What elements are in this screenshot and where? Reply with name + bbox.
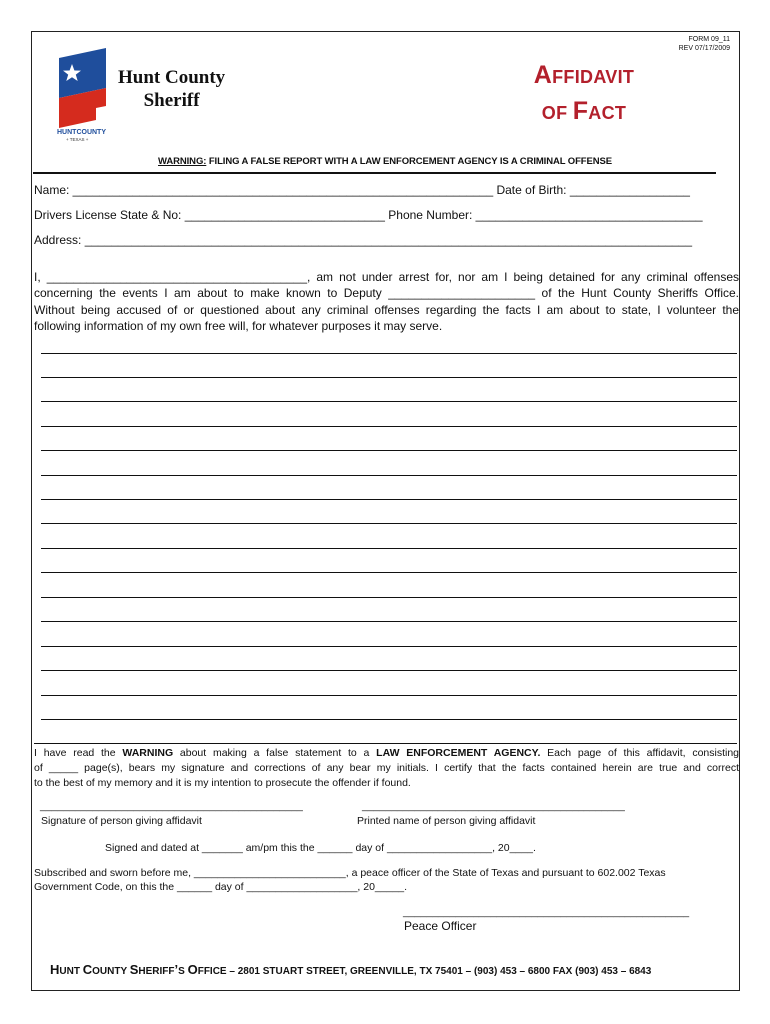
header-divider [33,172,716,174]
writing-line[interactable] [41,597,737,598]
page-title: AFFIDAVIT OF FACT [533,61,635,125]
statement-line: Without being accused of or questioned about any criminal offenses regarding the facts I am about to state, I volunteer the [34,302,739,317]
statement-paragraph [34,269,739,334]
warning-banner: WARNING: FILING A FALSE REPORT WITH A LAW ENFORCEMENT AGENCY IS A CRIMINAL OFFENSE [158,156,612,167]
footer-address: HUNT COUNTY SHERIFF’S OFFICE – 2801 STUART STREET, GREENVILLE, TX 75401 – (903) 453 – 6800 FAX (903) 453 – 6843 [50,962,652,977]
writing-line[interactable] [41,377,737,378]
printed-name-line[interactable]: _____________________________________________ [362,800,625,812]
form-number: FORM 09_11 REV 07/17/2009 [678,36,730,52]
org-name: Hunt County Sheriff [118,67,226,111]
writing-line[interactable] [41,450,737,451]
writing-line[interactable] [41,523,737,524]
hunt-county-logo [56,46,110,142]
peace-officer-label: Peace Officer [404,919,477,933]
address-field[interactable]: Address: ___________________________________________________________________________________________ [34,233,693,247]
peace-officer-line[interactable]: _________________________________________________ [403,906,690,918]
writing-line[interactable] [41,719,737,720]
statement-line: concerning the events I am about to make known to Deputy ______________________ of the Hunt County Sheriffs Office. [34,286,739,301]
sworn-field[interactable]: Subscribed and sworn before me, __________________________, a peace officer of the State of Texas and pursuant to 602.002 Texas [34,867,666,879]
svg-text:HUNTCOUNTY: HUNTCOUNTY [57,129,106,136]
writing-line[interactable] [41,548,737,549]
writing-line[interactable] [41,695,737,696]
license-phone-field[interactable]: Drivers License State & No: ______________________________ Phone Number: __________________________________ [34,208,703,222]
writing-line[interactable] [34,743,737,744]
signature-label: Signature of person giving affidavit [41,815,202,827]
svg-text:+ TEXAS +: + TEXAS + [66,137,89,142]
writing-line[interactable] [41,499,737,500]
statement-line: I, _______________________________________, am not under arrest for, nor am I being detained for any criminal offenses [34,270,739,284]
writing-line[interactable] [41,426,737,427]
writing-line[interactable] [41,572,737,573]
writing-line[interactable] [41,621,737,622]
signature-line[interactable]: _____________________________________________ [40,800,303,812]
sworn-date-field[interactable]: Government Code, on this the ______ day of ___________________, 20_____. [34,881,408,893]
printed-name-label: Printed name of person giving affidavit [357,815,536,827]
name-dob-field[interactable]: Name: _______________________________________________________________ Date of Birth: __________________ [34,183,690,197]
writing-line[interactable] [41,646,737,647]
writing-line[interactable] [41,353,737,354]
writing-line[interactable] [41,670,737,671]
writing-line[interactable] [41,475,737,476]
signed-dated-field[interactable]: Signed and dated at _______ am/pm this the ______ day of __________________, 20____. [105,842,536,854]
writing-line[interactable] [41,401,737,402]
certification-paragraph: I have read the WARNING about making a false statement to a LAW ENFORCEMENT AGENCY. Each page of this affidavit, consisting of _____ page(s), bears my signature and corrections of any bear my initials. I certify that the facts contained herein are true and correct to the best of my memory and it is my intention to prosecute the offender if found. [34,747,739,789]
statement-line: following information of my own free will, for whatever purposes it may serve. [34,318,443,333]
